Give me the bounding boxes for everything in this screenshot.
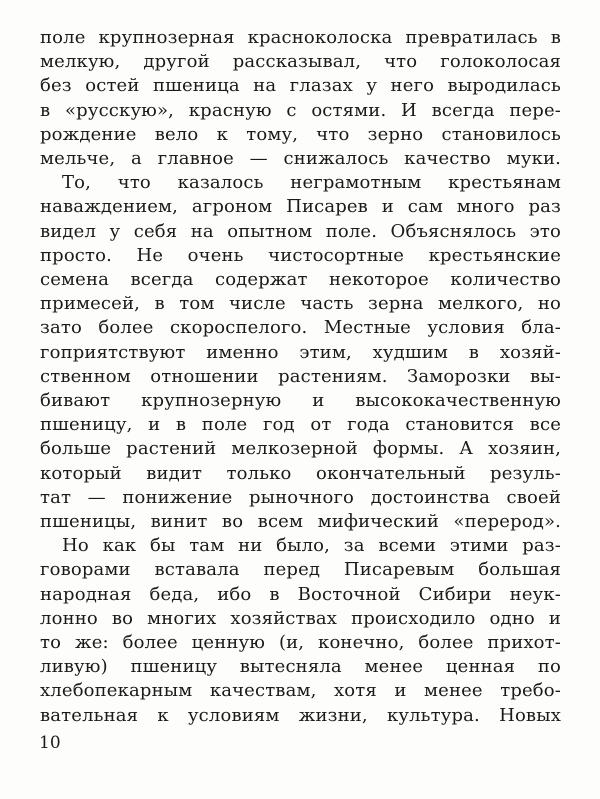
text-line: ственном отношении растениям. Заморозки вы-: [40, 365, 561, 387]
text-line: народная беда, ибо в Восточной Сибири неук-: [40, 583, 561, 605]
text-line-paragraph-start: То, что казалось неграмотным крестьянам: [62, 172, 561, 194]
text-line: больше растений мелкозерной формы. А хозяин,: [40, 438, 561, 460]
text-line: вательная к условиям жизни, культура. Новых: [40, 704, 561, 726]
text-line: говорами вставала перед Писаревым большая: [40, 559, 561, 581]
text-line: пшеницы, винит во всем мифический «перерод».: [40, 511, 561, 533]
text-line: просто. Не очень чистосортные крестьянские: [40, 244, 561, 266]
text-line: гоприятствуют именно этим, худшим в хозяй-: [40, 341, 561, 363]
text-line: примесей, в том числе часть зерна мелкого, но: [40, 293, 561, 315]
text-line: видел у себя на опытном поле. Объяснялось это: [40, 220, 561, 242]
text-line: без остей пшеница на глазах у него выродилась: [40, 75, 561, 97]
text-line: в «русскую», красную с остями. И всегда пере-: [40, 99, 561, 121]
page-text-block: [40, 26, 561, 728]
text-line: тат — понижение рыночного достоинства своей: [40, 486, 561, 508]
text-line: хлебопекарным качествам, хотя и менее требо-: [40, 680, 561, 702]
text-line: наваждением, агроном Писарев и сам много раз: [40, 196, 561, 218]
text-line: лонно во многих хозяйствах происходило одно и: [40, 607, 561, 629]
text-line: ливую) пшеницу вытесняла менее ценная по: [40, 656, 561, 678]
text-line: семена всегда содержат некоторое количество: [40, 269, 561, 291]
text-line: бивают крупнозерную и высококачественную: [40, 390, 561, 412]
text-line: который видит только окончательный резуль-: [40, 462, 561, 484]
text-line: пшеницу, и в поле год от года становится все: [40, 414, 561, 436]
text-line: мелкую, другой рассказывал, что голоколосая: [40, 51, 561, 73]
text-line: то же: более ценную (и, конечно, более прихот-: [40, 632, 561, 654]
text-line: мельче, а главное — снижалось качество муки.: [40, 148, 561, 170]
text-line-paragraph-start: Но как бы там ни было, за всеми этими раз-: [62, 535, 561, 557]
page-number: 10: [39, 733, 61, 753]
text-line: поле крупнозерная красноколоска превратилась в: [40, 27, 561, 48]
text-line: рождение вело к тому, что зерно становилось: [40, 123, 561, 145]
text-line: зато более скороспелого. Местные условия бла-: [40, 317, 561, 339]
